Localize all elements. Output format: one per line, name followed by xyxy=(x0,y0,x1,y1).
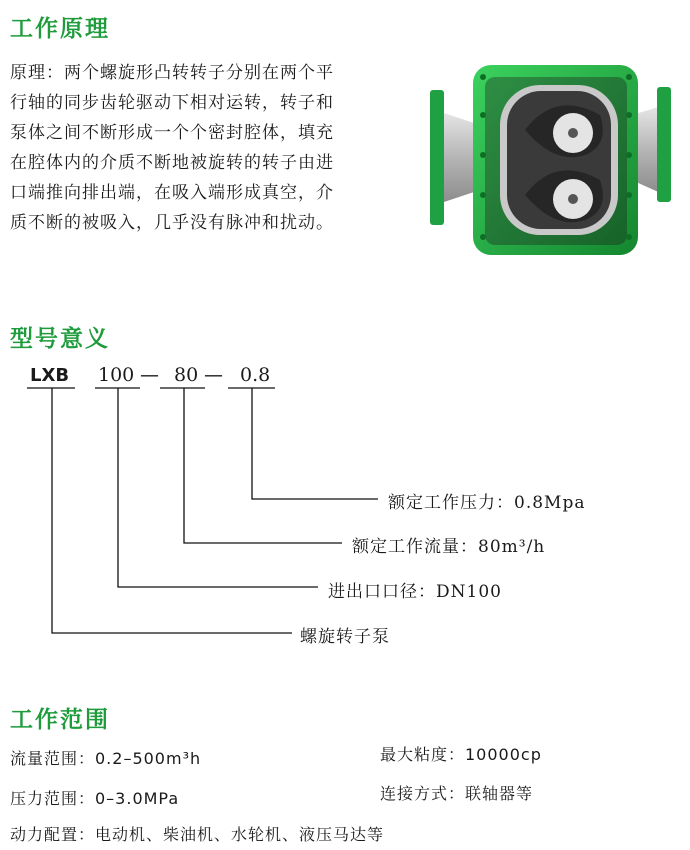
range-viscosity: 最大粘度：10000cp xyxy=(380,745,542,764)
principle-paragraph xyxy=(10,58,395,238)
model-code-leader-lines xyxy=(0,380,690,650)
label-pump-type: 螺旋转子泵 xyxy=(300,627,390,647)
leader-pressure xyxy=(252,388,378,499)
leader-flow xyxy=(184,388,342,543)
label-rated-pressure: 额定工作压力：0.8Mpa xyxy=(388,493,586,513)
model-code-prefix: LXB xyxy=(30,365,70,386)
principle-line: 行轴的同步齿轮驱动下相对运转，转子和 xyxy=(10,93,334,113)
leader-type xyxy=(52,388,292,633)
model-code-flow-diameter: 100 xyxy=(98,364,135,386)
leader-diameter xyxy=(118,388,318,587)
range-flow: 流量范围：0.2–500m³h xyxy=(10,749,202,768)
principle-line: 在腔体内的介质不断地被旋转的转子由进 xyxy=(10,153,334,173)
model-code-pressure: 0.8 xyxy=(240,364,271,386)
label-port-diameter: 进出口口径：DN100 xyxy=(328,582,502,602)
section-title-working-range: 工作范围 xyxy=(10,707,110,733)
range-pressure: 压力范围：0–3.0MPa xyxy=(10,789,180,808)
model-code-flow: 80 xyxy=(174,364,199,386)
model-code-separator: — xyxy=(140,364,159,386)
range-power: 动力配置：电动机、柴油机、水轮机、液压马达等 xyxy=(10,825,385,844)
principle-line: 原理：两个螺旋形凸转转子分别在两个平 xyxy=(10,63,334,83)
model-code-separator: — xyxy=(204,364,223,386)
principle-line: 质不断的被吸入，几乎没有脉冲和扰动。 xyxy=(10,213,334,233)
rotor-pump-image xyxy=(425,55,675,265)
section-title-working-principle: 工作原理 xyxy=(10,16,110,42)
principle-line: 泵体之间不断形成一个个密封腔体，填充 xyxy=(10,123,334,143)
range-connection: 连接方式：联轴器等 xyxy=(380,784,534,803)
label-rated-flow: 额定工作流量：80m³/h xyxy=(352,537,546,557)
section-title-model-meaning: 型号意义 xyxy=(10,326,110,352)
principle-line: 口端推向排出端，在吸入端形成真空，介 xyxy=(10,183,334,203)
